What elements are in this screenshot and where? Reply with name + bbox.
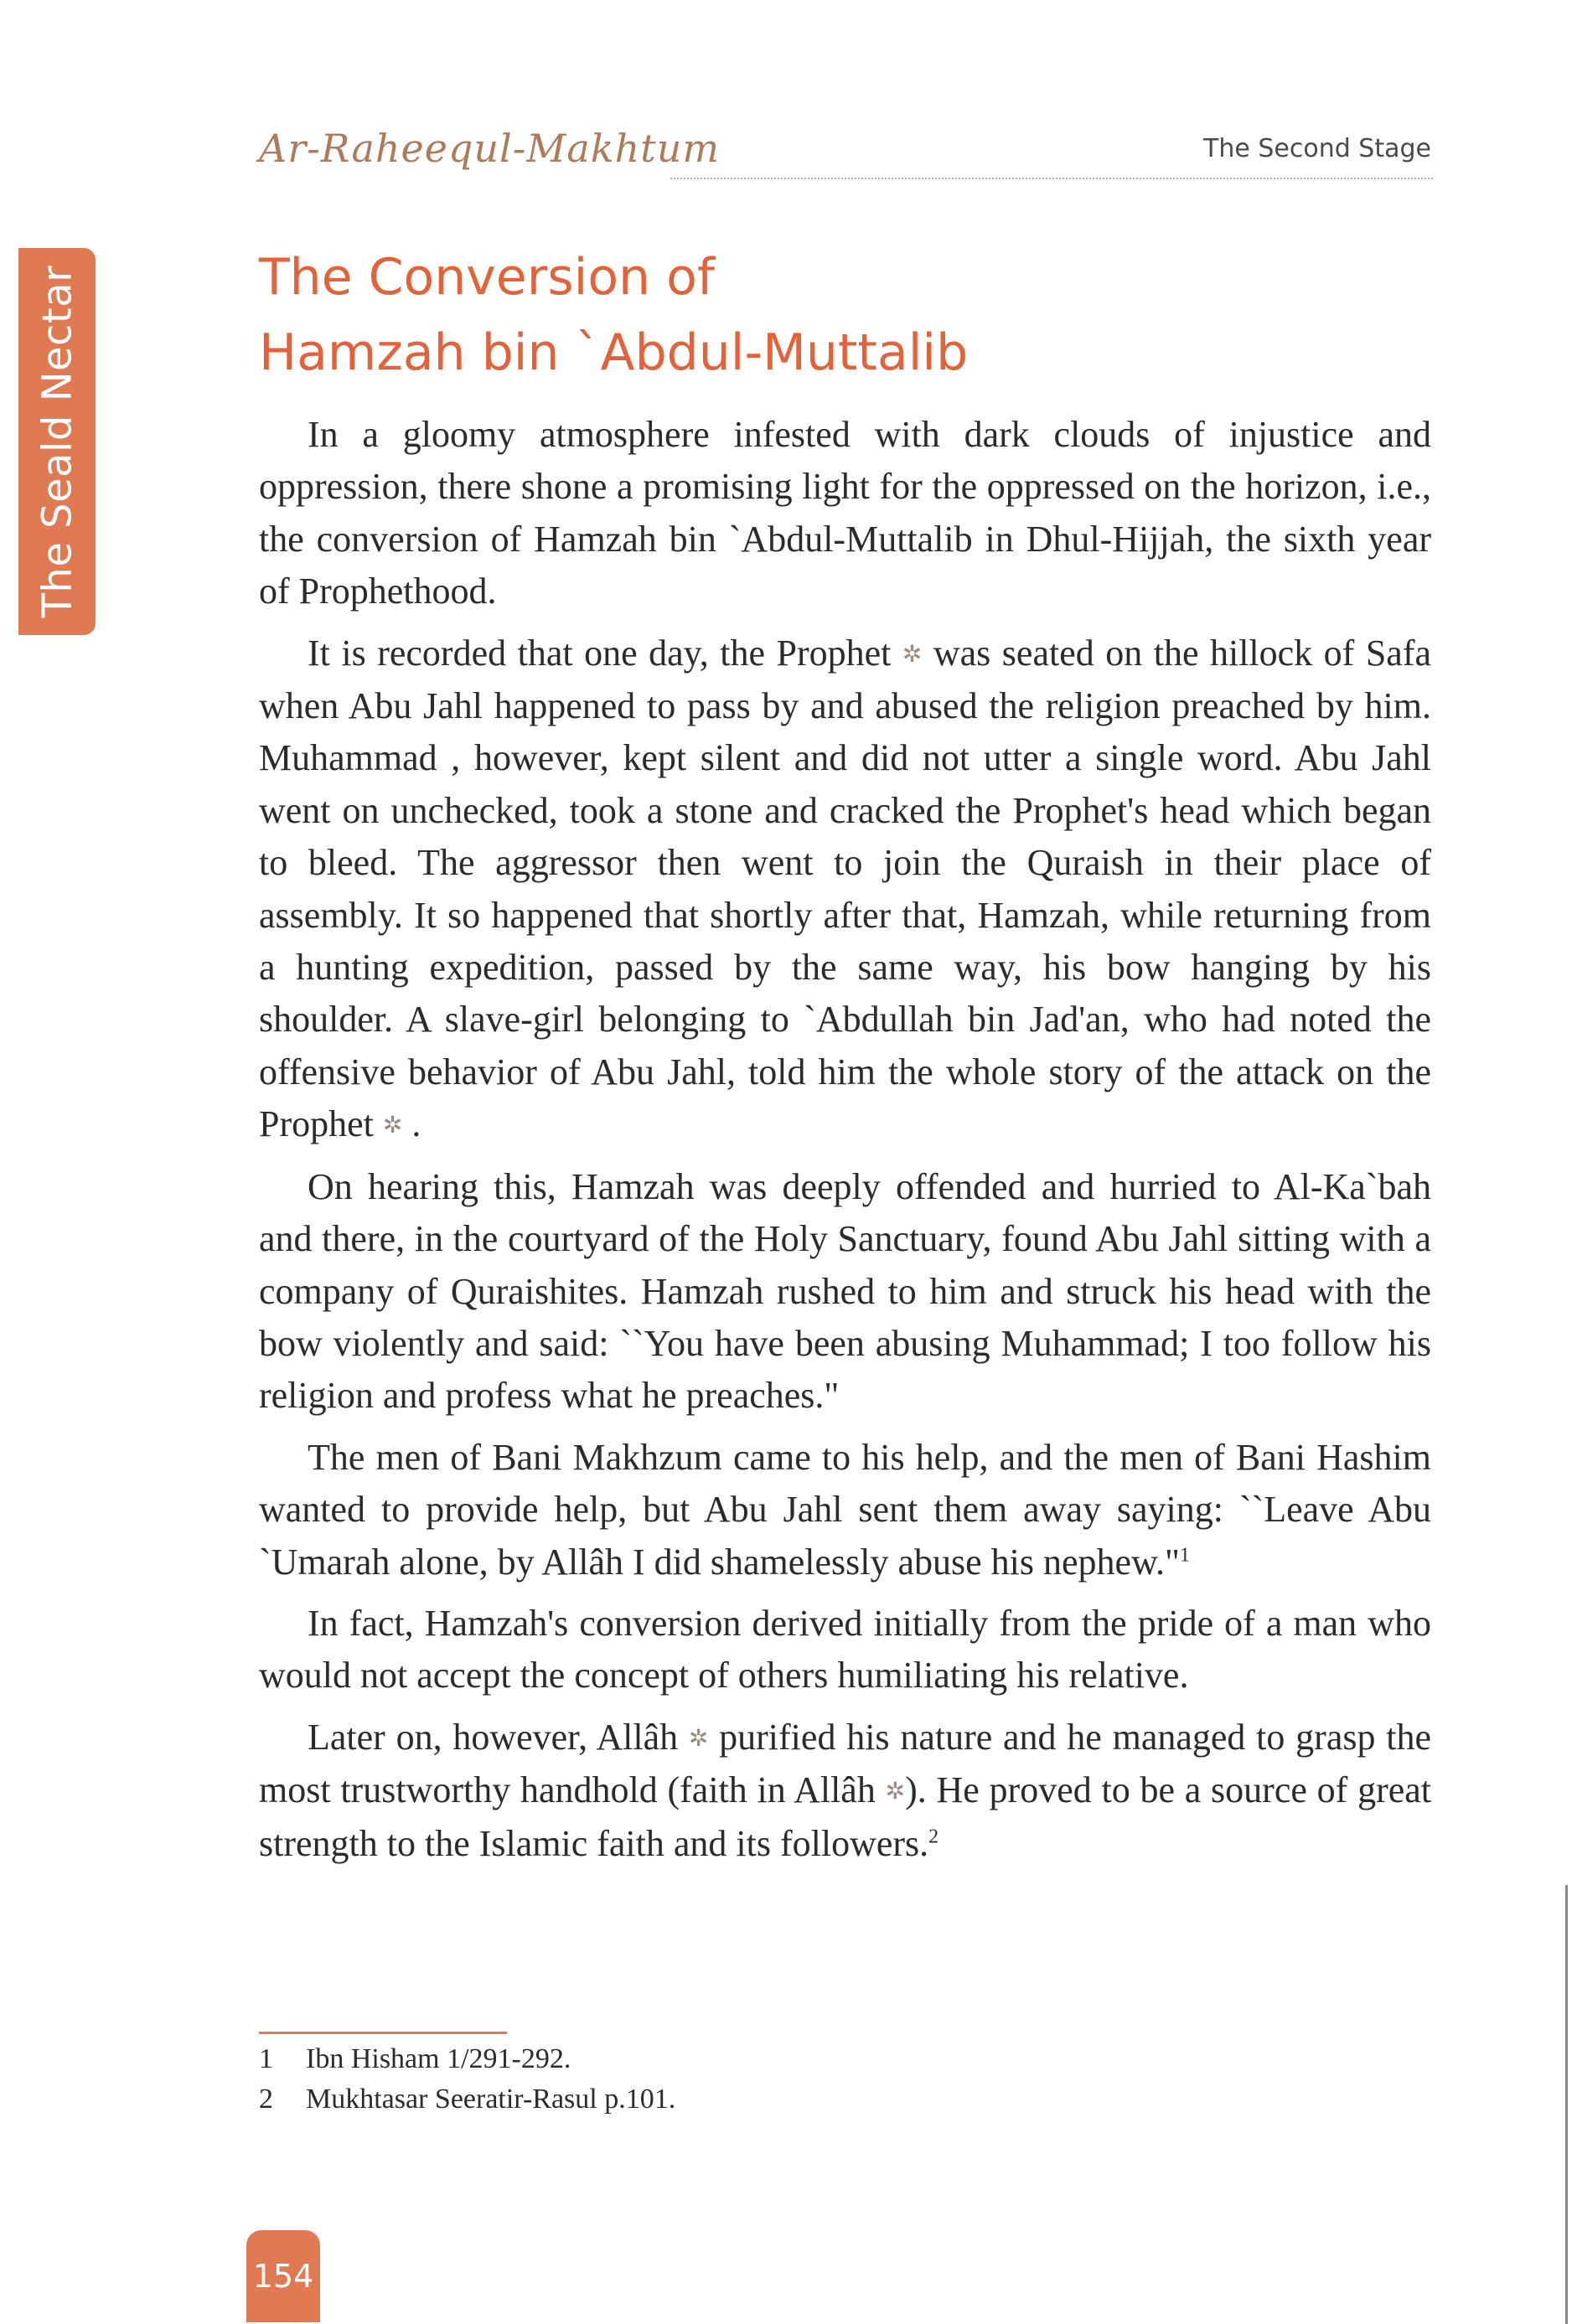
paragraph-6-text-a: Later on, however, Allâh <box>308 1716 679 1758</box>
paragraph-4 <box>259 1432 1431 1588</box>
honorific-icon: ✲ <box>382 1111 403 1139</box>
footnote-number: 2 <box>259 2084 273 2115</box>
footnote-text: Ibn Hisham 1/291-292. <box>306 2043 571 2074</box>
paragraph-2-text-a: It is recorded that one day, the Prophet <box>308 632 892 674</box>
honorific-icon: ✲ <box>688 1723 709 1752</box>
footnote-rule <box>259 2032 507 2034</box>
paragraph-6 <box>259 1712 1431 1870</box>
footnote-ref-2[interactable]: 2 <box>928 1825 939 1847</box>
section-label: The Second Stage <box>1203 134 1431 163</box>
chapter-title-line-2: Hamzah bin `Abdul-Muttalib <box>259 323 969 382</box>
footnote-text: Mukhtasar Seeratir-Rasul p.101. <box>306 2084 676 2115</box>
footnotes <box>259 2039 1431 2120</box>
footnote-2 <box>259 2079 1431 2120</box>
side-tab <box>18 248 96 635</box>
paragraph-2-text-b: was seated on the hillock of Safa when Abu Jahl happened to pass by and abused the religion preached by him. Muhammad , however, kept silent and did not utter a single word. Abu Jahl went on unchecked, took a stone and cracked the Prophet's head which began to bleed. The aggressor then went to join the Quraish in their place of assembly. It so happened that shortly after that, Hamzah, while returning from a hunting expedition, passed by the same way, his bow hanging by his shoulder. A slave-girl belonging to `Abdullah bin Jad'an, who had noted the offensive behavior of Abu Jahl, told him the whole story of the attack on the Prophet <box>259 632 1432 1145</box>
paragraph-3-text: On hearing this, Hamzah was deeply offended and hurried to Al-Ka`bah and there, in the courtyard of the Holy Sanctuary, found Abu Jahl sitting with a company of Quraishites. Hamzah rushed to him and struck his head with the bow violently and said: ``You have been abusing Muhammad; I too follow his religion and profess what he preaches." <box>259 1165 1431 1417</box>
paragraph-3 <box>259 1161 1431 1423</box>
body-text <box>259 409 1431 1879</box>
paragraph-4-text: The men of Bani Makhzum came to his help, and the men of Bani Hashim wanted to provide help, but Abu Jahl sent them away saying: ``Leave Abu `Umarah alone, by Allâh I did shamelessly abuse his nephew." <box>259 1436 1431 1583</box>
footnote-1 <box>259 2039 1431 2079</box>
page-edge <box>1565 1885 1568 2324</box>
paragraph-2 <box>259 627 1431 1152</box>
paragraph-5 <box>259 1598 1431 1702</box>
honorific-icon: ✲ <box>902 639 923 668</box>
page-number: 154 <box>246 2230 320 2322</box>
chapter-title-line-1: The Conversion of <box>259 248 715 307</box>
paragraph-6-text-c: ). He proved to be a source of great strength to the Islamic faith and its followers. <box>259 1769 1432 1864</box>
honorific-icon: ✲ <box>885 1777 906 1805</box>
paragraph-6-text-b: purified his nature and he managed to grasp the most trustworthy handhold (faith in Allâh <box>259 1716 1431 1811</box>
paragraph-5-text: In fact, Hamzah's conversion derived initially from the pride of a man who would not accept the concept of others humiliating his relative. <box>259 1602 1431 1697</box>
running-title: Ar-Raheequl-Makhtum <box>259 126 721 171</box>
paragraph-1 <box>259 409 1431 618</box>
paragraph-1-text: In a gloomy atmosphere infested with dark clouds of injustice and oppression, there shone a promising light for the oppressed on the horizon, i.e., the conversion of Hamzah bin `Abdul-Muttalib in Dhul-Hijjah, the sixth year of Prophethood. <box>259 414 1431 612</box>
footnote-number: 1 <box>259 2043 273 2074</box>
side-tab-label: The Seald Nectar <box>34 265 80 618</box>
header-rule <box>670 178 1433 179</box>
footnote-ref-1[interactable]: 1 <box>1179 1543 1190 1566</box>
paragraph-2-text-c: . <box>411 1103 421 1145</box>
chapter-title <box>259 240 1432 390</box>
